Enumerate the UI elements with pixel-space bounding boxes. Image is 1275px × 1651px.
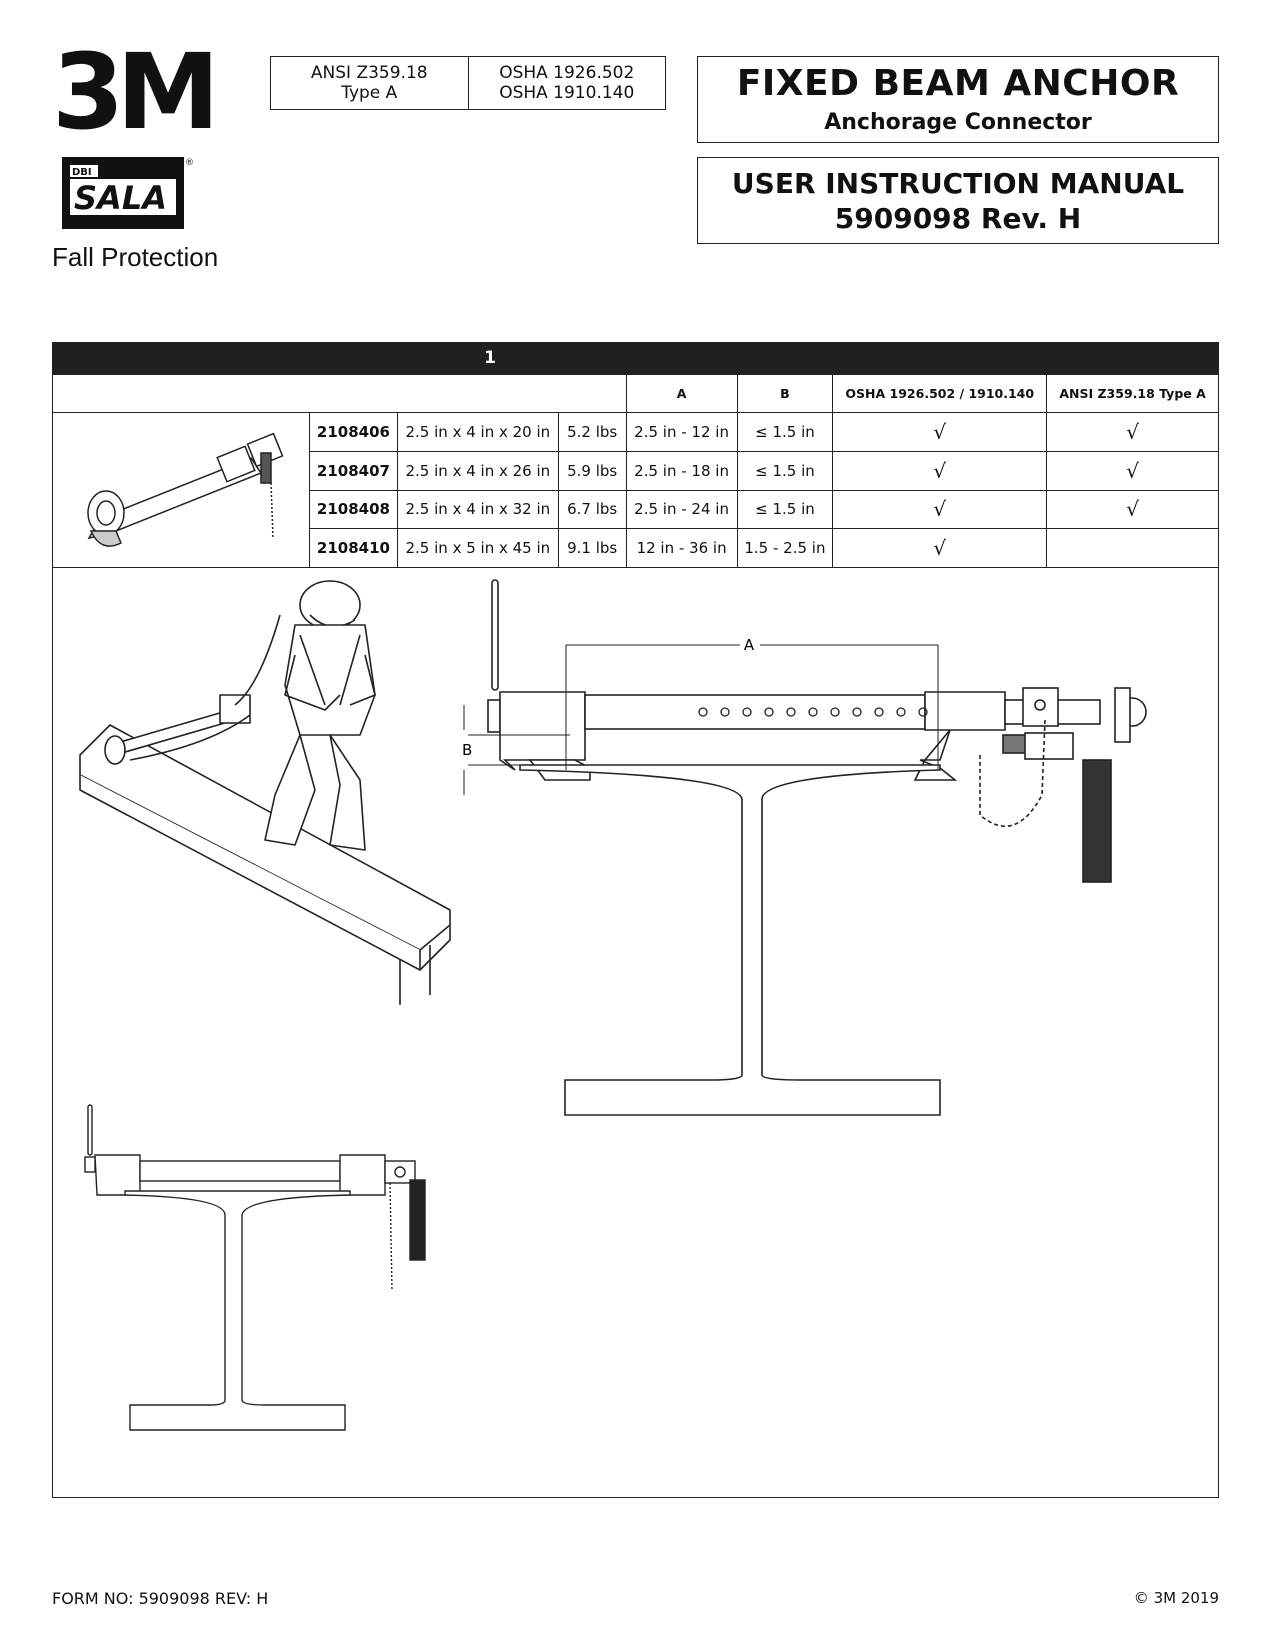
- model-number: 2108406: [309, 413, 397, 452]
- document-subtitle: Anchorage Connector: [824, 110, 1092, 135]
- model-number: 2108407: [309, 451, 397, 490]
- 3m-logo: [52, 31, 212, 153]
- manual-number: 5909098 Rev. H: [834, 202, 1082, 235]
- header-a: A: [626, 375, 737, 413]
- table-row: 2108406 2.5 in x 4 in x 20 in 5.2 lbs 2.5 in - 12 in ≤ 1.5 in √ √: [53, 413, 1219, 452]
- svg-text:3M: 3M: [52, 31, 212, 153]
- spec-table: [52, 374, 1219, 568]
- anchor-small-view-diagram: [85, 1105, 465, 1470]
- check-mark: √: [833, 451, 1047, 490]
- header-osha: OSHA 1926.502 / 1910.140: [833, 375, 1047, 413]
- header-ansi: ANSI Z359.18 Type A: [1047, 375, 1219, 413]
- check-mark: √: [1047, 490, 1219, 529]
- header-b: B: [737, 375, 833, 413]
- product-thumbnail: [53, 413, 310, 568]
- standards-box: [270, 56, 666, 110]
- table-row: 2108408 2.5 in x 4 in x 32 in 6.7 lbs 2.5 in - 24 in ≤ 1.5 in √ √: [53, 490, 1219, 529]
- document-title: FIXED BEAM ANCHOR: [736, 63, 1180, 104]
- manual-box: [697, 157, 1219, 244]
- check-mark: √: [833, 413, 1047, 452]
- check-mark: √: [833, 529, 1047, 568]
- check-mark: √: [1047, 413, 1219, 452]
- model-number: 2108410: [309, 529, 397, 568]
- dimension-a-label: A: [743, 636, 755, 654]
- check-mark: √: [1047, 451, 1219, 490]
- dbi-sala-logo: [62, 157, 192, 229]
- beam-anchor-thumbnail: [61, 413, 301, 563]
- worker-on-beam-illustration: [70, 575, 460, 1005]
- figure-number: 1: [484, 348, 496, 368]
- figure-header: [52, 342, 1219, 374]
- check-mark: [1047, 529, 1219, 568]
- form-number: FORM NO: 5909098 REV: H: [52, 1589, 269, 1608]
- copyright: © 3M 2019: [1133, 1589, 1219, 1607]
- check-mark: √: [833, 490, 1047, 529]
- svg-text:DBI: DBI: [72, 167, 92, 178]
- svg-text:®: ®: [185, 158, 194, 168]
- table-row: 2108410 2.5 in x 5 in x 45 in 9.1 lbs 12 in - 36 in 1.5 - 2.5 in √: [53, 529, 1219, 568]
- anchor-side-view-diagram: [462, 570, 1190, 1150]
- osha-standard: OSHA 1926.502 OSHA 1910.140: [468, 57, 666, 109]
- dimension-b-label: B: [462, 741, 473, 759]
- model-number: 2108408: [309, 490, 397, 529]
- table-row: 2108407 2.5 in x 4 in x 26 in 5.9 lbs 2.5 in - 18 in ≤ 1.5 in √ √: [53, 451, 1219, 490]
- manual-title: USER INSTRUCTION MANUAL: [731, 167, 1185, 200]
- title-box: [697, 56, 1219, 143]
- svg-text:SALA: SALA: [74, 179, 167, 217]
- ansi-standard: ANSI Z359.18 Type A: [310, 63, 428, 103]
- division-name: Fall Protection: [52, 242, 219, 272]
